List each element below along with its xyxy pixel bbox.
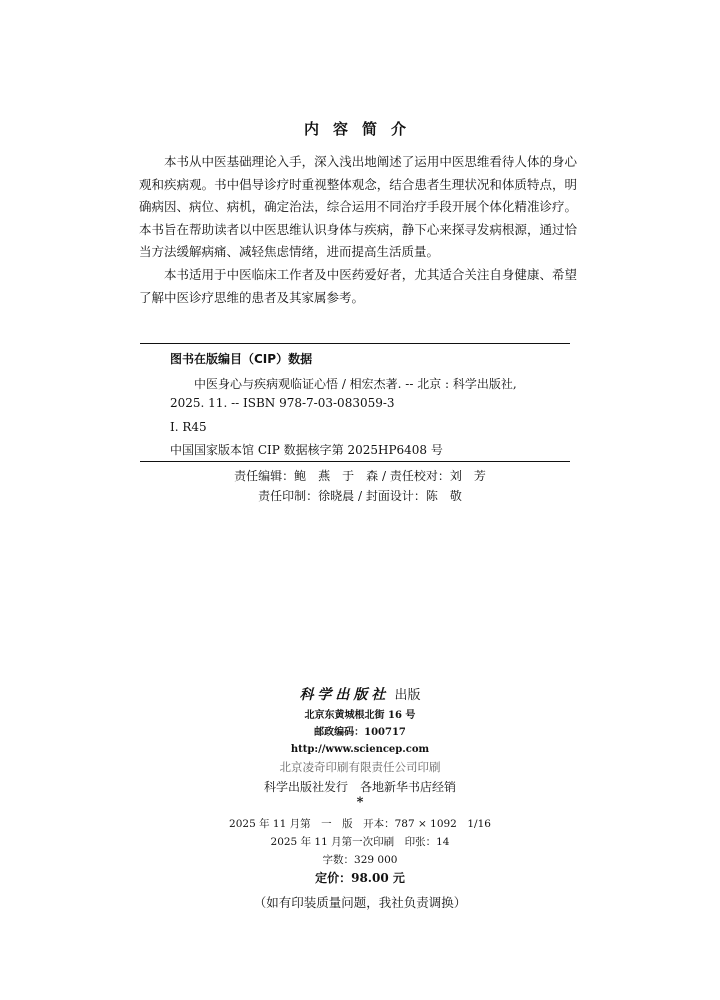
publisher-block: [0, 683, 720, 914]
cip-record-number: 中国国家版本馆 CIP 数据核字第 2025HP6408 号: [170, 443, 443, 457]
cip-classification: Ⅰ. R45: [170, 420, 207, 434]
distribution: 科学出版社发行 各地新华书店经销: [263, 780, 456, 794]
publisher-line: [0, 683, 720, 707]
imprint-block: [0, 815, 720, 914]
quality-notice: （如有印装质量问题，我社负责调换）: [253, 895, 467, 910]
separator-star: *: [356, 795, 364, 810]
printer-name: 北京凌奇印刷有限责任公司印刷: [279, 760, 441, 774]
imprint-printing: 2025 年 11 月第一次印刷 印张：14: [270, 836, 450, 848]
credits-production: 责任印制：徐晓晨 / 封面设计：陈 敬: [258, 489, 462, 503]
summary-title: 内容简介: [303, 120, 420, 138]
cip-bottom-rule: [140, 461, 570, 462]
cip-heading: 图书在版编目（CIP）数据: [170, 352, 313, 366]
imprint-word-count: 字数：329 000: [322, 854, 398, 866]
publisher-url: http://www.sciencep.com: [290, 744, 430, 755]
credits-editors: 责任编辑：鲍 燕 于 森 / 责任校对：刘 芳: [234, 469, 486, 483]
credits-block: [0, 466, 720, 506]
cip-entry-line-2: 2025. 11. -- ISBN 978-7-03-083059-3: [170, 396, 395, 410]
imprint-edition: 2025 年 11 月第 一 版 开本：787 × 1092 1/16: [229, 818, 491, 830]
summary-body: [139, 151, 577, 309]
summary-paragraph-1: 本书从中医基础理论入手，深入浅出地阐述了运用中医思维看待人体的身心观和疾病观。书中倡导诊疗时重视整体观念，结合患者生理状况和体质特点，明确病因、病位、病机，确定治法，综合运用不同治疗手段开展个体化精准诊疗。本书旨在帮助读者以中医思维认识身体与疾病，静下心来探寻发病根源，通过恰当方法缓解病痛、减轻焦虑情绪，进而提高生活质量。: [139, 154, 577, 260]
summary-paragraph-2: 本书适用于中医临床工作者及中医药爱好者，尤其适合关注自身健康、希望了解中医诊疗思维的患者及其家属参考。: [139, 266, 577, 305]
cip-entry: [140, 375, 570, 413]
publisher-logo-text: 科学出版社: [299, 687, 390, 703]
publisher-postcode: 邮政编码：100717: [314, 727, 406, 738]
imprint-price: 定价：98.00 元: [315, 871, 405, 885]
cip-top-rule: [140, 343, 570, 344]
cip-entry-line-1: 中医身心与疾病观临证心悟 / 相宏杰著. -- 北京 : 科学出版社,: [194, 377, 517, 391]
publisher-suffix: 出版: [394, 688, 421, 703]
cip-block: [140, 343, 570, 462]
publisher-address: 北京东黄城根北街 16 号: [304, 710, 416, 721]
